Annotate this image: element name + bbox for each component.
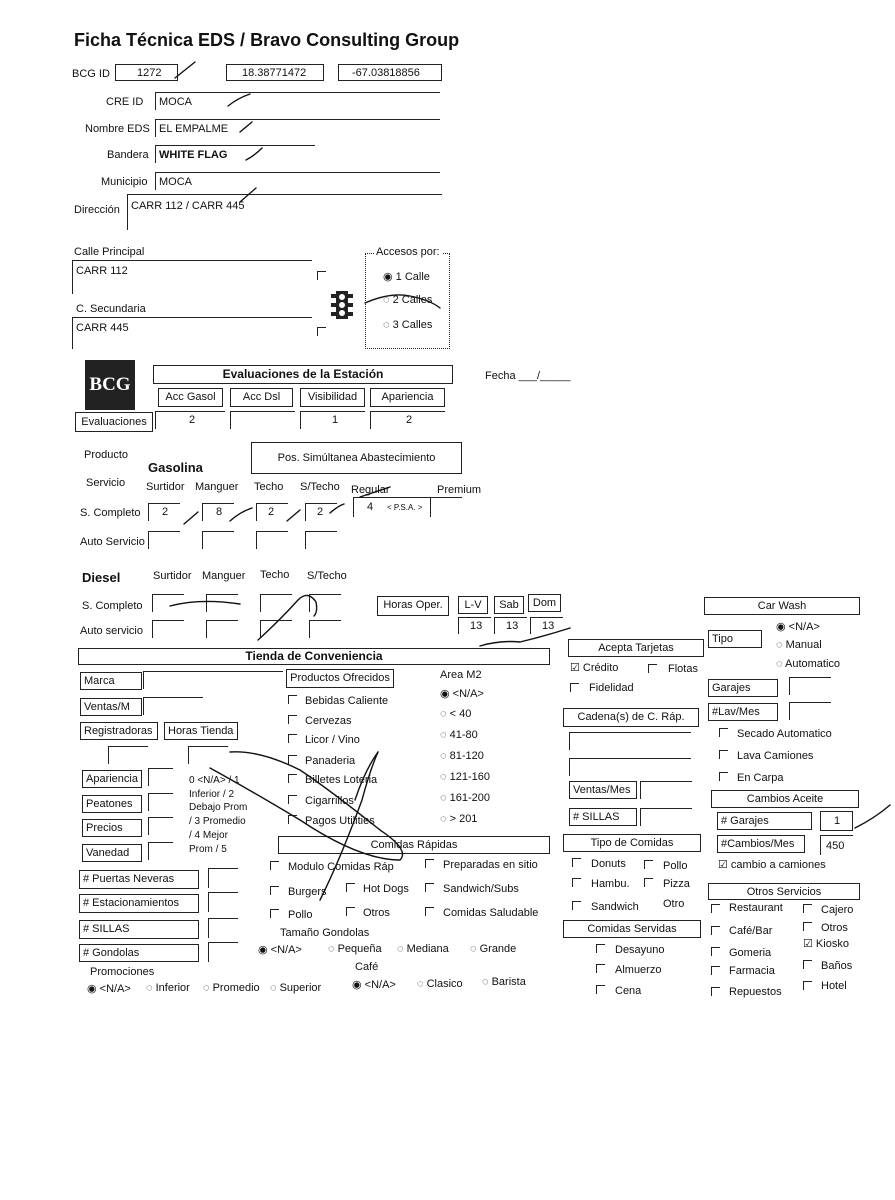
carwash-tipo-label: Tipo	[708, 630, 762, 648]
estacionamientos-field[interactable]	[208, 892, 238, 912]
dsl-techo-label: Techo	[260, 569, 290, 581]
credito-check[interactable]: ☑ Crédito	[570, 662, 619, 674]
prod-label-4: Billetes Loteria	[305, 774, 378, 786]
almuerzo-check[interactable]	[596, 964, 605, 973]
area-radio-0[interactable]: ◉ <N/A>	[440, 688, 484, 700]
tam-radio-3[interactable]: ◌ Grande	[470, 943, 517, 955]
carpa-label: En Carpa	[737, 772, 784, 784]
pos-simultanea-header: Pos. Simúltanea Abastecimiento	[251, 442, 462, 474]
sandwich-tipo-check[interactable]	[572, 901, 581, 910]
farmacia-check[interactable]	[711, 966, 720, 975]
carwash-na-radio[interactable]: ◉ <N/A>	[776, 621, 820, 633]
bcg-logo: BCG	[85, 360, 135, 410]
tam-radio-2[interactable]: ◌ Mediana	[397, 943, 449, 955]
saludable-check[interactable]	[425, 907, 434, 916]
promo-inferior-radio[interactable]: ◌ Inferior	[146, 982, 190, 994]
gas-as-manguer[interactable]	[202, 531, 234, 549]
cadena-field-2[interactable]	[569, 758, 691, 776]
vanedad-label: Vanedad	[82, 844, 142, 862]
tam-radio-1[interactable]: ◌ Pequeña	[328, 943, 382, 955]
area-radio-1[interactable]: ◌ < 40	[440, 708, 472, 720]
apariencia-label: Apariencia	[82, 770, 142, 788]
garajes-field[interactable]	[789, 677, 831, 695]
burgers-label: Burgers	[288, 886, 327, 898]
calle-principal-field[interactable]: CARR 112	[72, 260, 312, 294]
sandwich-tipo-label: Sandwich	[591, 901, 639, 913]
sillas-rapidas-label: # SILLAS	[569, 808, 637, 826]
prod-label-6: Pagos Utilities	[305, 815, 375, 827]
gas-sc-techo[interactable]: 2	[256, 503, 288, 521]
pollo-label: Pollo	[288, 909, 313, 921]
calle-principal-label: Calle Principal	[74, 246, 145, 258]
diesel-title: Diesel	[82, 570, 121, 585]
dsl-as-surtidor[interactable]	[152, 620, 184, 638]
burgers-check[interactable]	[270, 886, 279, 895]
farmacia-label: Farmacia	[729, 965, 775, 977]
dsl-surtidor-label: Surtidor	[153, 570, 192, 582]
scale-1: Inferior / 2	[189, 789, 235, 800]
prod-check-3[interactable]	[288, 755, 297, 764]
restaurant-label: Restaurant	[729, 902, 783, 914]
prod-check-0[interactable]	[288, 695, 297, 704]
gondolas-field[interactable]	[208, 942, 238, 962]
gas-scompleto-label: S. Completo	[80, 507, 141, 519]
dsl-auto-label: Auto servicio	[80, 625, 143, 637]
carwash-header: Car Wash	[704, 597, 860, 615]
gas-sc-manguer[interactable]: 8	[202, 503, 234, 521]
cambio-camiones-check[interactable]: ☑ cambio a camiones	[718, 859, 826, 871]
dsl-as-stecho[interactable]	[309, 620, 341, 638]
cajero-label: Cajero	[821, 904, 854, 916]
sillas-rapidas-field[interactable]	[640, 808, 692, 826]
gondolas-label: # Gondolas	[79, 944, 199, 962]
flotas-check[interactable]	[648, 664, 657, 673]
donuts-check[interactable]	[572, 858, 581, 867]
promo-na-radio[interactable]: ◉ <N/A>	[87, 983, 131, 995]
dsl-as-manguer[interactable]	[206, 620, 238, 638]
accesos-label: Accesos por:	[376, 246, 440, 258]
gas-surtidor-label: Surtidor	[146, 481, 185, 493]
modulo-check[interactable]	[270, 861, 279, 870]
direccion-label: Dirección	[74, 204, 120, 216]
otros-servicios-header: Otros Servicios	[708, 883, 860, 900]
acceso-2-radio[interactable]: ◌ 2 Calles	[383, 294, 433, 306]
gas-premium-label: Premium	[437, 484, 482, 496]
dsl-sc-surtidor[interactable]	[152, 594, 184, 612]
vanedad-field[interactable]	[148, 842, 173, 860]
sillas-field[interactable]	[208, 918, 238, 938]
horas-tienda-field[interactable]	[188, 746, 228, 764]
cafebar-label: Café/Bar	[729, 925, 773, 937]
bandera-label: Bandera	[107, 149, 149, 161]
prod-check-5[interactable]	[288, 795, 297, 804]
prod-check-6[interactable]	[288, 815, 297, 824]
puertas-field[interactable]	[208, 868, 238, 888]
flotas-label: Flotas	[668, 663, 698, 675]
hotdogs-label: Hot Dogs	[363, 883, 409, 895]
ventas-m-label: Ventas/M	[80, 698, 142, 716]
peatones-label: Peatones	[82, 795, 142, 813]
prod-label-5: Cigarrillos	[305, 795, 354, 807]
prod-label-2: Licor / Vino	[305, 734, 360, 746]
lava-camiones-check[interactable]	[719, 750, 728, 759]
scale-5: Prom / 5	[189, 844, 227, 855]
ventas-mes-label: Ventas/Mes	[569, 781, 637, 799]
horas-dom-header: Dom	[528, 594, 561, 612]
puertas-label: # Puertas Neveras	[79, 870, 199, 889]
evaluaciones-button[interactable]: Evaluaciones	[75, 412, 153, 432]
latitude-field[interactable]: 18.38771472	[226, 64, 324, 81]
cre-id-label: CRE ID	[106, 96, 144, 108]
prod-check-4[interactable]	[288, 774, 297, 783]
prod-label-3: Panaderia	[305, 755, 356, 767]
hotel-label: Hotel	[821, 980, 847, 992]
carpa-check[interactable]	[719, 772, 728, 781]
peatones-field[interactable]	[148, 793, 173, 811]
principal-checkbox[interactable]	[317, 271, 326, 280]
area-label: Area M2	[440, 669, 482, 681]
eval-visibilidad-field[interactable]: 1	[300, 411, 365, 429]
carwash-manual-radio[interactable]: ◌ Manual	[776, 639, 822, 651]
cajero-check[interactable]	[803, 904, 812, 913]
nombre-field[interactable]: EL EMPALME	[155, 119, 440, 137]
scale-3: / 3 Promedio	[189, 816, 246, 827]
horas-lv-header: L-V	[458, 596, 488, 614]
carwash-auto-radio[interactable]: ◌ Automatico	[776, 658, 841, 670]
comidas-rapidas-header: Comidas Rápidas	[278, 836, 550, 854]
cre-id-field[interactable]: MOCA	[155, 92, 440, 110]
cadena-field-1[interactable]	[569, 732, 691, 750]
desayuno-label: Desayuno	[615, 944, 665, 956]
pizza-label: Pizza	[663, 878, 690, 890]
hotdogs-check[interactable]	[346, 883, 355, 892]
calle-secundaria-label: C. Secundaria	[76, 303, 146, 315]
desayuno-check[interactable]	[596, 944, 605, 953]
municipio-field[interactable]: MOCA	[155, 172, 440, 190]
garajes-aceite-label: # Garajes	[717, 812, 812, 830]
lava-camiones-label: Lava Camiones	[737, 750, 814, 762]
comidas-servidas-header: Comidas Servidas	[563, 920, 701, 938]
otros-serv-check[interactable]	[803, 922, 812, 931]
banos-check[interactable]	[803, 960, 812, 969]
area-radio-3[interactable]: ◌ 81-120	[440, 750, 484, 762]
secado-label: Secado Automatico	[737, 728, 832, 740]
tam-radio-0[interactable]: ◉ <N/A>	[258, 944, 302, 956]
dsl-sc-manguer[interactable]	[206, 594, 238, 612]
tarjetas-header: Acepta Tarjetas	[568, 639, 704, 657]
cafe-radio-2[interactable]: ◌ Barista	[482, 976, 526, 988]
area-radio-4[interactable]: ◌ 121-160	[440, 771, 490, 783]
area-radio-5[interactable]: ◌ 161-200	[440, 792, 490, 804]
gas-sc-premium[interactable]	[430, 497, 462, 517]
gas-regular-label: Regular	[351, 484, 390, 496]
promo-superior-radio[interactable]: ◌ Superior	[270, 982, 322, 994]
sandwich-label: Sandwich/Subs	[443, 883, 519, 895]
lav-mes-field[interactable]	[789, 702, 831, 720]
area-radio-6[interactable]: ◌ > 201	[440, 813, 478, 825]
cafebar-check[interactable]	[711, 926, 720, 935]
acceso-1-radio[interactable]: ◉ 1 Calle	[383, 271, 430, 283]
tienda-header: Tienda de Conveniencia	[78, 648, 550, 665]
cambios-aceite-header: Cambios Aceite	[711, 790, 859, 808]
horas-sab-field[interactable]: 13	[494, 617, 527, 634]
longitude-field[interactable]: -67.03818856	[338, 64, 442, 81]
precios-field[interactable]	[148, 817, 173, 835]
secado-check[interactable]	[719, 728, 728, 737]
horas-dom-field[interactable]: 13	[530, 617, 563, 634]
acceso-3-radio[interactable]: ◌ 3 Calles	[383, 319, 433, 331]
bcg-id-label: BCG ID	[72, 68, 110, 80]
cafe-label: Café	[355, 961, 379, 973]
secundaria-checkbox[interactable]	[317, 327, 326, 336]
kiosko-check[interactable]: ☑ Kiosko	[803, 938, 849, 950]
scale-4: / 4 Mejor	[189, 830, 228, 841]
area-radio-2[interactable]: ◌ 41-80	[440, 729, 478, 741]
eval-apariencia-field[interactable]: 2	[370, 411, 445, 429]
gas-auto-label: Auto Servicio	[80, 536, 145, 548]
fidelidad-check[interactable]	[570, 683, 579, 692]
almuerzo-label: Almuerzo	[615, 964, 662, 976]
eval-col-apariencia: Apariencia	[370, 388, 445, 407]
productos-header: Productos Ofrecidos	[286, 669, 394, 688]
restaurant-check[interactable]	[711, 904, 720, 913]
otros-label: Otros	[363, 907, 390, 919]
pizza-check[interactable]	[644, 878, 653, 887]
marca-label: Marca	[80, 672, 142, 690]
sillas-label: # SILLAS	[79, 920, 199, 939]
eval-col-visibilidad: Visibilidad	[300, 388, 365, 407]
dsl-stecho-label: S/Techo	[307, 570, 347, 582]
marca-field[interactable]	[143, 671, 283, 689]
gas-manguer-label: Manguer	[195, 481, 239, 493]
cena-check[interactable]	[596, 985, 605, 994]
servicio-label: Servicio	[86, 477, 126, 489]
calle-secundaria-field[interactable]: CARR 445	[72, 317, 312, 349]
estacionamientos-label: # Estacionamientos	[79, 894, 199, 913]
sandwich-check[interactable]	[425, 883, 434, 892]
preparadas-label: Preparadas en sitio	[443, 859, 538, 871]
precios-label: Precios	[82, 819, 142, 837]
otros-check[interactable]	[346, 907, 355, 916]
dsl-scompleto-label: S. Completo	[82, 600, 143, 612]
page-title: Ficha Técnica EDS / Bravo Consulting Group	[74, 30, 460, 50]
prod-label-1: Cervezas	[305, 715, 352, 727]
tipo-comidas-header: Tipo de Comidas	[563, 834, 701, 852]
gas-techo-label: Techo	[254, 481, 284, 493]
cambios-mes-label: #Cambios/Mes	[717, 835, 805, 853]
prod-check-1[interactable]	[288, 715, 297, 724]
prod-check-2[interactable]	[288, 734, 297, 743]
pollo-tipo-check[interactable]	[644, 860, 653, 869]
eval-acc-dsl-field[interactable]	[230, 411, 295, 429]
garajes-label: Garajes	[708, 679, 778, 697]
gas-as-techo[interactable]	[256, 531, 288, 549]
horas-lv-field[interactable]: 13	[458, 617, 491, 634]
cafe-radio-0[interactable]: ◉ <N/A>	[352, 979, 396, 991]
tamano-label: Tamaño Gondolas	[280, 927, 370, 939]
municipio-label: Municipio	[101, 176, 148, 188]
dsl-manguer-label: Manguer	[202, 570, 246, 582]
hambu-label: Hambu.	[591, 878, 630, 890]
gomeria-check[interactable]	[711, 947, 720, 956]
dsl-sc-stecho[interactable]	[309, 594, 341, 612]
bcg-id-field[interactable]: 1272	[115, 64, 178, 81]
hambu-check[interactable]	[572, 878, 581, 887]
registradoras-field[interactable]	[108, 746, 148, 764]
saludable-label: Comidas Saludable	[443, 907, 539, 919]
dsl-sc-techo[interactable]	[260, 594, 292, 612]
eval-col-acc-gasol: Acc Gasol	[158, 388, 223, 407]
lav-mes-label: #Lav/Mes	[708, 703, 778, 721]
apariencia-field[interactable]	[148, 768, 173, 786]
eval-acc-gasol-field[interactable]: 2	[155, 411, 225, 429]
direccion-field[interactable]: CARR 112 / CARR 445	[127, 194, 442, 230]
gas-as-stecho[interactable]	[305, 531, 337, 549]
gas-as-surtidor[interactable]	[148, 531, 180, 549]
repuestos-check[interactable]	[711, 987, 720, 996]
producto-label: Producto	[84, 449, 129, 461]
otros-serv-label: Otros	[821, 922, 848, 934]
garajes-aceite-field[interactable]: 1	[820, 811, 853, 831]
hotel-check[interactable]	[803, 981, 812, 990]
prod-label-0: Bebidas Caliente	[305, 695, 389, 707]
horas-oper-header: Horas Oper.	[377, 596, 449, 616]
banos-label: Baños	[821, 960, 853, 972]
gas-sc-regular[interactable]: 4 < P.S.A. >	[353, 497, 433, 517]
dsl-as-techo[interactable]	[260, 620, 292, 638]
pollo-check[interactable]	[270, 909, 279, 918]
eval-col-acc-dsl: Acc Dsl	[230, 388, 293, 407]
horas-tienda-label: Horas Tienda	[164, 722, 238, 740]
cadena-header: Cadena(s) de C. Ráp.	[563, 708, 699, 727]
cafe-radio-1[interactable]: ◌ Clasico	[417, 978, 463, 990]
gas-stecho-label: S/Techo	[300, 481, 340, 493]
gomeria-label: Gomeria	[729, 947, 772, 959]
nombre-label: Nombre EDS	[85, 123, 150, 135]
repuestos-label: Repuestos	[729, 986, 782, 998]
gas-sc-surtidor[interactable]: 2	[148, 503, 180, 521]
scale-2: Debajo Prom	[189, 802, 248, 813]
fidelidad-label: Fidelidad	[589, 682, 634, 694]
promo-promedio-radio[interactable]: ◌ Promedio	[203, 982, 260, 994]
preparadas-check[interactable]	[425, 859, 434, 868]
otro-tipo-label: Otro	[663, 898, 685, 910]
evaluaciones-header: Evaluaciones de la Estación	[153, 365, 453, 384]
ventas-m-field[interactable]	[143, 697, 203, 715]
promociones-label: Promociones	[90, 966, 155, 978]
ventas-mes-field[interactable]	[640, 781, 692, 799]
donuts-label: Donuts	[591, 858, 626, 870]
cambios-mes-field[interactable]: 450	[820, 835, 853, 855]
bandera-field[interactable]: WHITE FLAG	[155, 145, 315, 163]
registradoras-label: Registradoras	[80, 722, 158, 740]
horas-sab-header: Sab	[494, 596, 524, 614]
modulo-label: Modulo Comidas Ráp	[288, 861, 394, 873]
cena-label: Cena	[615, 985, 642, 997]
scale-0: 0 <N/A> / 1	[189, 775, 240, 786]
fecha-label: Fecha ___/_____	[485, 370, 571, 382]
traffic-light-icon	[330, 290, 354, 323]
pollo-tipo-label: Pollo	[663, 860, 688, 872]
gas-sc-stecho[interactable]: 2	[305, 503, 337, 521]
gasolina-title: Gasolina	[148, 460, 203, 475]
